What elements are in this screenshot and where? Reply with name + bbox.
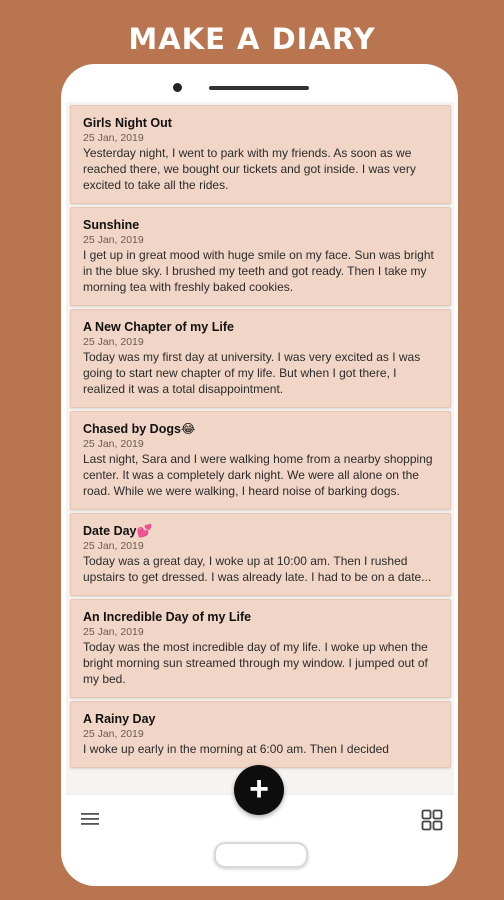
entry-title: Sunshine [83, 218, 140, 232]
grid-view-icon[interactable] [421, 809, 443, 831]
entry-date: 25 Jan, 2019 [83, 728, 144, 740]
diary-entry-card[interactable] [70, 105, 451, 204]
entry-body: I get up in great mood with huge smile on my face. Sun was bright in the blue sky. I brushed my teeth and got ready. Then I take my morning tea with freshly baked cookies. [83, 248, 434, 294]
diary-entry-card[interactable] [70, 701, 451, 768]
entry-date: 25 Jan, 2019 [83, 626, 144, 638]
home-button[interactable] [214, 842, 308, 868]
camera-dot [173, 83, 182, 92]
entry-body: Today was the most incredible day of my life. I woke up when the bright morning sun streamed through my window. I jumped out of my bed. [83, 640, 428, 686]
entry-body: Last night, Sara and I were walking home from a nearby shopping center. It was a completely dark night. We were all alone on the road. While we were walking, I heard noise of barking dogs. [83, 452, 433, 498]
diary-list[interactable] [66, 102, 454, 794]
speaker-grille [209, 86, 309, 90]
entry-body: Yesterday night, I went to park with my friends. As soon as we reached there, we bought our tickets and got inside. I was very excited to take all the rides. [83, 146, 416, 192]
diary-entry-card[interactable] [70, 207, 451, 306]
add-entry-button[interactable] [234, 765, 284, 815]
entry-body: I woke up early in the morning at 6:00 am. Then I decided [83, 742, 389, 756]
entry-body: Today was a great day, I woke up at 10:00 am. Then I rushed upstairs to get dressed. I was already late. I had to be on a date... [83, 554, 432, 584]
entry-body: Today was my first day at university. I was very excited as I was going to start new chapter of my life. But when I got there, I realized it was a total disappointment. [83, 350, 421, 396]
entry-title: Chased by Dogs😂 [83, 422, 196, 436]
entry-title: Date Day💕 [83, 524, 153, 538]
diary-entry-card[interactable] [70, 599, 451, 698]
entry-title: A Rainy Day [83, 712, 156, 726]
entry-title: Girls Night Out [83, 116, 172, 130]
diary-entry-card[interactable] [70, 309, 451, 408]
hamburger-menu-icon[interactable] [80, 811, 100, 827]
entry-title: A New Chapter of my Life [83, 320, 234, 334]
plus-icon: + [249, 770, 269, 808]
entry-date: 25 Jan, 2019 [83, 438, 144, 450]
promo-title: MAKE A DIARY [128, 22, 376, 56]
entry-date: 25 Jan, 2019 [83, 234, 144, 246]
phone-frame [61, 64, 458, 886]
diary-entry-card[interactable] [70, 411, 451, 510]
entry-title: An Incredible Day of my Life [83, 610, 252, 624]
entry-date: 25 Jan, 2019 [83, 540, 144, 552]
diary-entry-card[interactable] [70, 513, 451, 596]
entry-date: 25 Jan, 2019 [83, 132, 144, 144]
entry-date: 25 Jan, 2019 [83, 336, 144, 348]
